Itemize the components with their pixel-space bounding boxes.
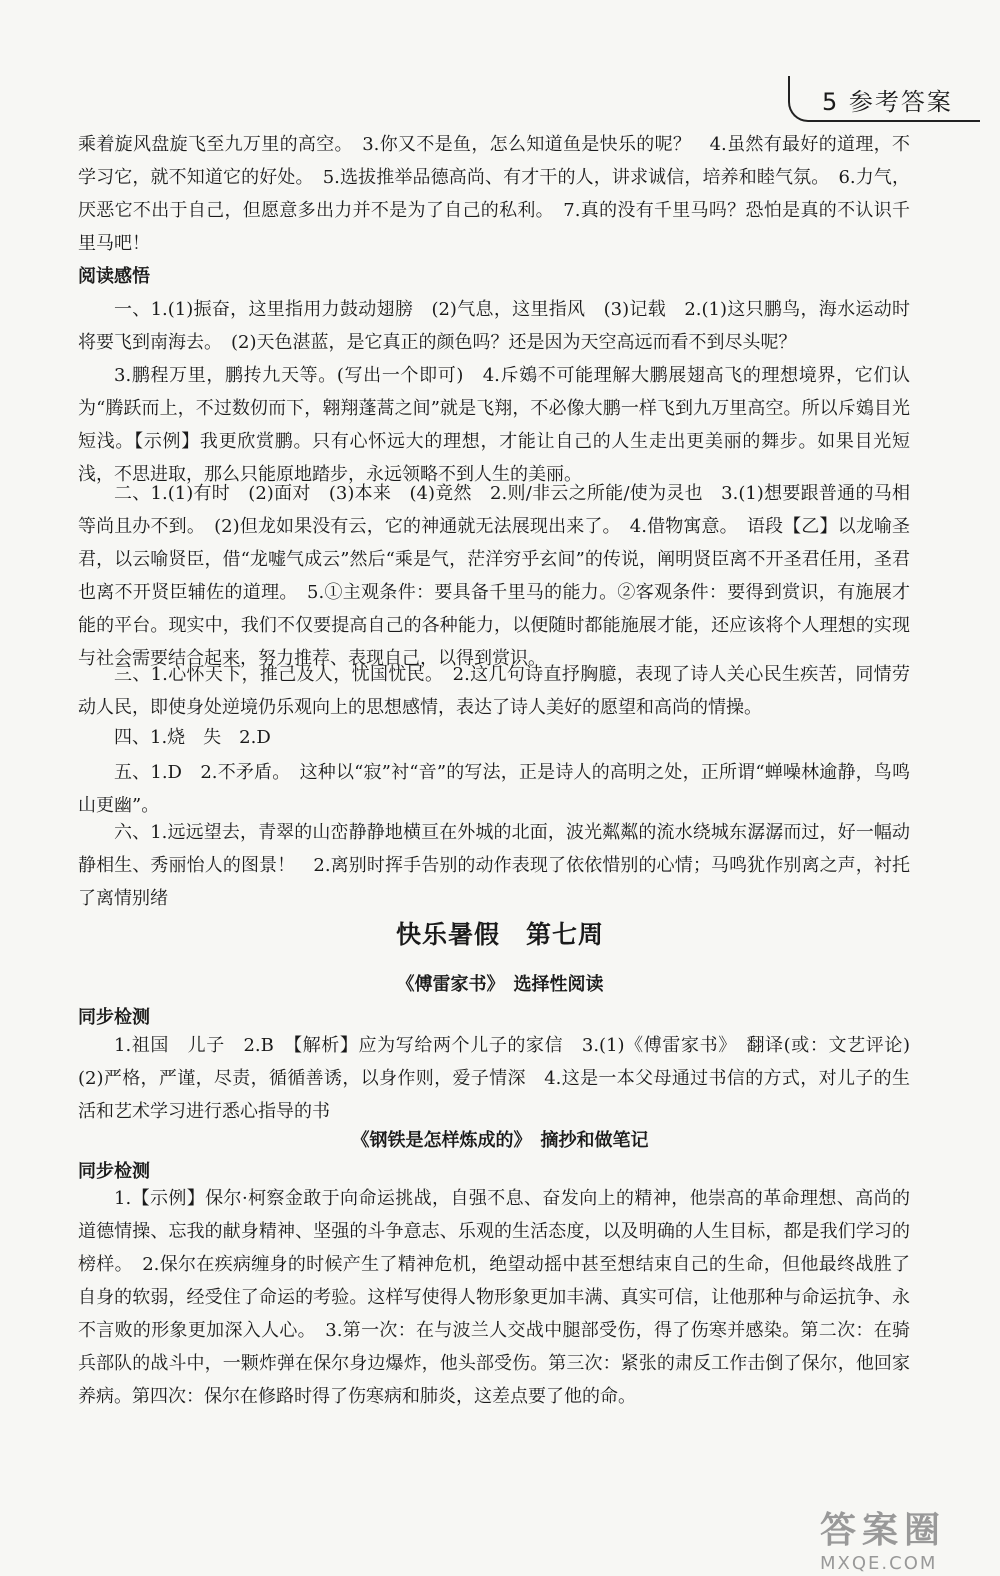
book1-heading: 同步检测: [78, 1007, 150, 1028]
reading-heading: 阅读感悟: [78, 266, 150, 287]
watermark-big: 答案圈: [820, 1510, 947, 1551]
week-title: 快乐暑假 第七周: [395, 920, 604, 949]
watermark-logo: [820, 1502, 980, 1574]
reading-answer-7: 六、1.远远望去，青翠的山峦静静地横亘在外城的北面，波光粼粼的流水绕城东潺潺而过，好一幅动静相生、秀丽怡人的图景！ 2.离别时挥手告别的动作表现了依依惜别的心情；马鸣犹作别离之声，衬托了离情别绪: [78, 822, 910, 909]
header-label: 5 参考答案: [822, 88, 953, 116]
reading-answer-2: 3.鹏程万里，鹏抟九天等。(写出一个即可) 4.斥鴳不可能理解大鹏展翅高飞的理想境界，它们认为“腾跃而上，不过数仞而下，翱翔蓬蒿之间”就是飞翔，不必像大鹏一样飞到九万里高空。所以斥鴳目光短浅。【示例】我更欣赏鹏。只有心怀远大的理想，才能让自己的人生走出更美丽的舞步。如果目光短浅，不思进取，那么只能原地踏步，永远领略不到人生的美丽。: [78, 365, 910, 485]
book1-answer: 1.祖国 儿子 2.B 【解析】应为写给两个儿子的家信 3.(1)《傅雷家书》 翻译(或：文艺评论) (2)严格，严谨，尽责，循循善诱，以身作则，爱子情深 4.这是一本父母通过书信的方式，对儿子的生活和艺术学习进行悉心指导的书: [78, 1035, 928, 1122]
watermark-small: MXQE.COM: [820, 1553, 938, 1574]
top-paragraph: 乘着旋风盘旋飞至九万里的高空。 3.你又不是鱼，怎么知道鱼是快乐的呢？ 4.虽然有最好的道理，不学习它，就不知道它的好处。 5.选拔推举品德高尚、有才干的人，讲求诚信，培养和睦气氛。 6.力气，厌恶它不出于自己，但愿意多出力并不是为了自己的私利。 7.真的没有千里马吗？恐怕是真的不认识千里马吧！: [78, 134, 910, 254]
section-header-tab: [788, 76, 980, 122]
reading-answer-3: 二、1.(1)有时 (2)面对 (3)本来 (4)竟然 2.则/非云之所能/使为灵也 3.(1)想要跟普通的马相等尚且办不到。 (2)但龙如果没有云，它的神通就无法展现出来了。 4.借物寓意。 语段【乙】以龙喻圣君，以云喻贤臣，借“龙嘘气成云”然后“乘是气，茫洋穷乎玄间”的传说，阐明贤臣离不开圣君任用，圣君也离不开贤臣辅佐的道理。 5.①主观条件：要具备千里马的能力。②客观条件：要得到赏识，有施展才能的平台。现实中，我们不仅要提高自己的各种能力，以便随时都能施展才能，还应该将个人理想的实现与社会需要结合起来，努力推荐、表现自己，以得到赏识。: [78, 483, 910, 669]
reading-answer-1: 一、1.(1)振奋，这里指用力鼓动翅膀 (2)气息，这里指风 (3)记载 2.(1)这只鹏鸟，海水运动时将要飞到南海去。 (2)天色湛蓝，是它真正的颜色吗？还是因为天空高远而看不到尽头呢？: [78, 299, 910, 353]
book2-answer: 1.【示例】保尔·柯察金敢于向命运挑战，自强不息、奋发向上的精神，他崇高的革命理想、高尚的道德情操、忘我的献身精神、坚强的斗争意志、乐观的生活态度，以及明确的人生目标，都是我们学习的榜样。 2.保尔在疾病缠身的时候产生了精神危机，绝望动摇中甚至想结束自己的生命，但他最终战胜了自身的软弱，经受住了命运的考验。这样写使得人物形象更加丰满、真实可信，让他那种与命运抗争、永不言败的形象更加深入人心。 3.第一次：在与波兰人交战中腿部受伤，得了伤寒并感染。第二次：在骑兵部队的战斗中，一颗炸弹在保尔身边爆炸，他头部受伤。第三次：紧张的肃反工作击倒了保尔，他回家养病。第四次：保尔在修路时得了伤寒病和肺炎，这差点要了他的命。: [78, 1188, 910, 1407]
reading-answer-4: 三、1.心怀天下，推己及人，忧国忧民。 2.这几句诗直抒胸臆，表现了诗人关心民生疾苦，同情劳动人民，即使身处逆境仍乐观向上的思想感情，表达了诗人美好的愿望和高尚的情操。: [78, 664, 910, 718]
reading-answer-6: 五、1.D 2.不矛盾。 这种以“寂”衬“音”的写法，正是诗人的高明之处，正所谓“蝉噪林逾静，鸟鸣山更幽”。: [78, 762, 910, 816]
book1-title: 《傅雷家书》 选择性阅读: [396, 974, 604, 995]
reading-answer-5: 四、1.烧 失 2.D: [114, 727, 271, 748]
book2-heading: 同步检测: [78, 1161, 150, 1182]
book2-title: 《钢铁是怎样炼成的》 摘抄和做笔记: [351, 1130, 649, 1151]
